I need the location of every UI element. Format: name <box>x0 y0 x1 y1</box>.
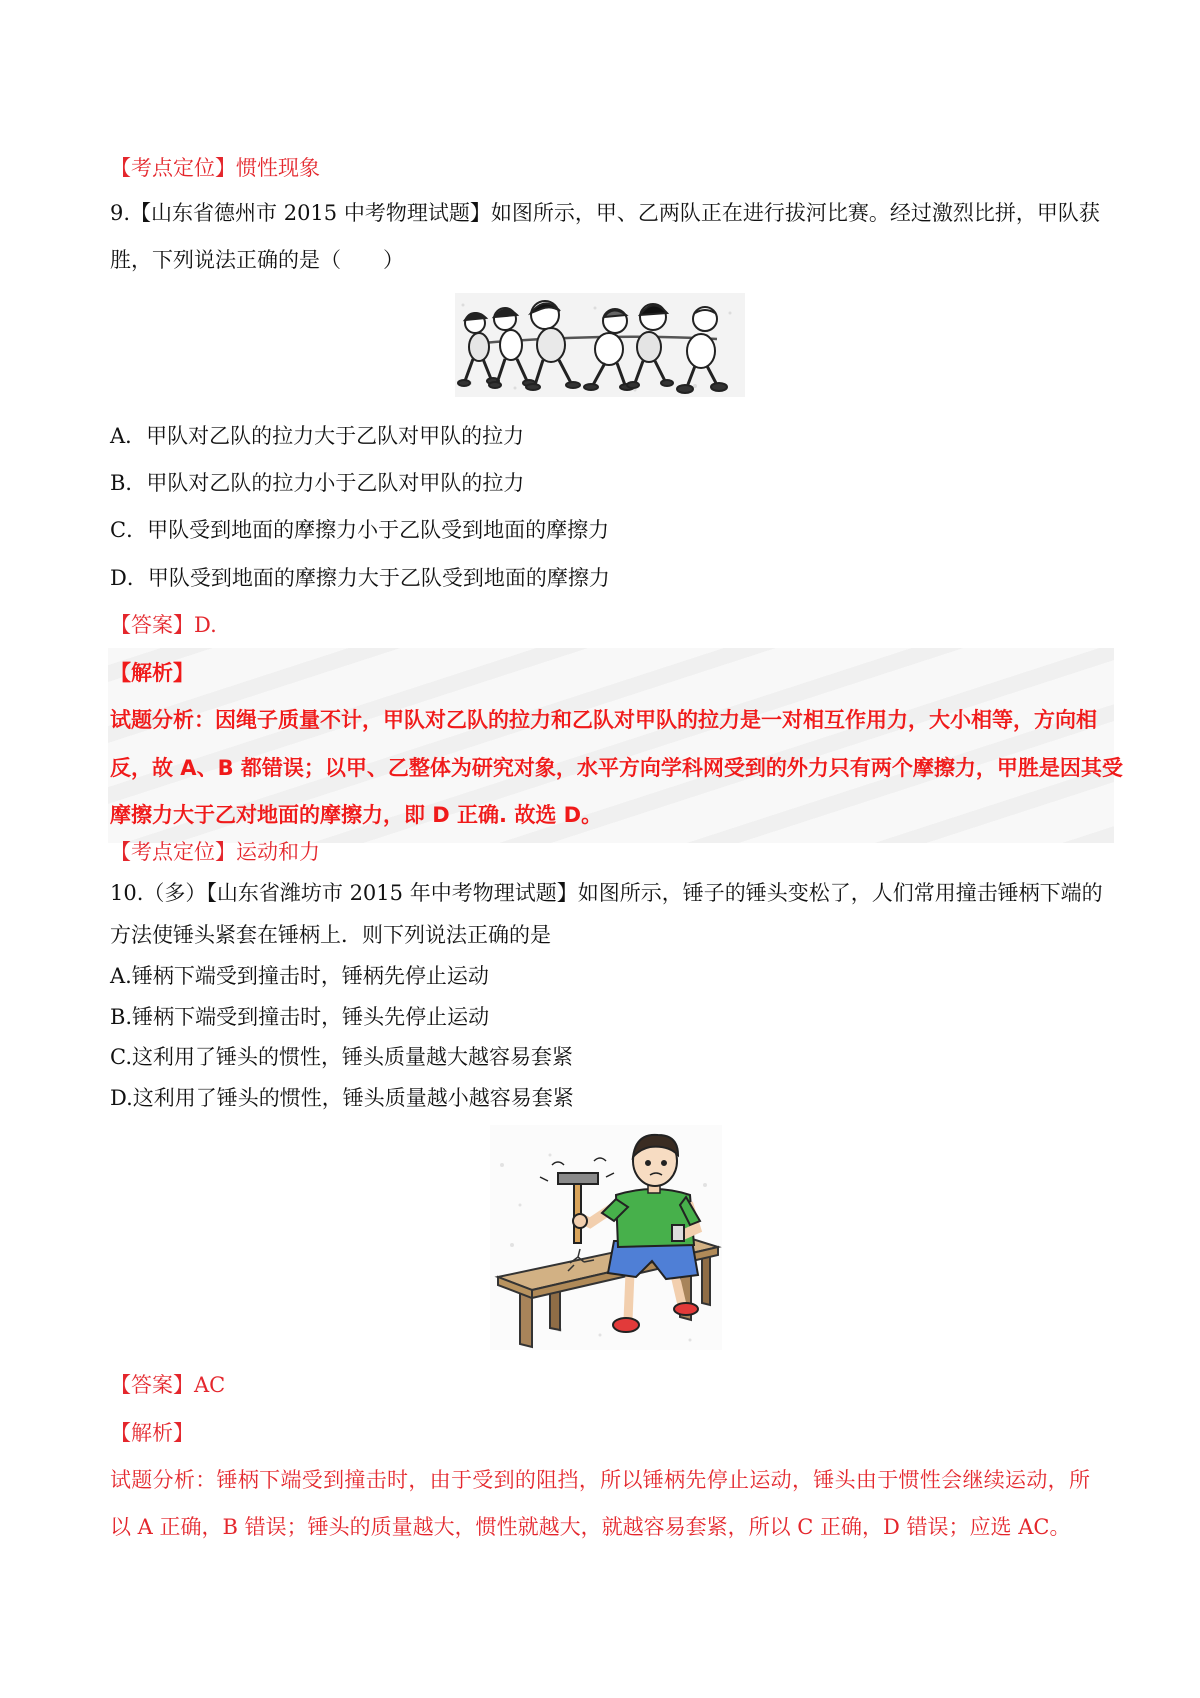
q9-option-d: D．甲队受到地面的摩擦力大于乙队受到地面的摩擦力 <box>110 566 610 590</box>
kaodian-q9: 【考点定位】运动和力 <box>110 840 320 864</box>
q10-answer: 【答案】AC <box>110 1373 226 1397</box>
q10-analysis-line-2: 以 A 正确，B 错误；锤头的质量越大，惯性就越大，就越容易套紧，所以 C 正确，D 错误；应选 AC。 <box>110 1515 1071 1539</box>
q10-stem-line-2: 方法使锤头紧套在锤柄上．则下列说法正确的是 <box>110 923 551 947</box>
q10-option-a: A.锤柄下端受到撞击时，锤柄先停止运动 <box>110 964 489 988</box>
hammer-man-illustration <box>490 1125 722 1350</box>
q9-analysis-line-3: 摩擦力大于乙对地面的摩擦力，即 D 正确. 故选 D。 <box>110 803 603 827</box>
hammer-head <box>558 1173 598 1184</box>
right-shoe <box>674 1303 698 1315</box>
q9-option-a: A．甲队对乙队的拉力大于乙队对甲队的拉力 <box>110 424 525 448</box>
left-shoe <box>613 1318 639 1332</box>
q9-stem-line-2: 胜，下列说法正确的是（ ） <box>110 248 404 272</box>
q10-stem-line-1: 10.（多）【山东省潍坊市 2015 年中考物理试题】如图所示，锤子的锤头变松了，人们常用撞击锤柄下端的 <box>110 881 1103 905</box>
q10-analysis-line-1: 试题分析：锤柄下端受到撞击时，由于受到的阻挡，所以锤柄先停止运动，锤头由于惯性会继续运动，所 <box>110 1468 1090 1492</box>
tug-of-war-illustration <box>455 293 745 397</box>
q10-analysis-label: 【解析】 <box>110 1421 194 1445</box>
q9-answer: 【答案】D. <box>110 613 217 637</box>
q9-option-c: C．甲队受到地面的摩擦力小于乙队受到地面的摩擦力 <box>110 518 610 542</box>
q9-analysis-line-1: 试题分析：因绳子质量不计，甲队对乙队的拉力和乙队对甲队的拉力是一对相互作用力，大小相等，方向相 <box>110 708 1097 732</box>
q10-option-d: D.这利用了锤头的惯性，锤头质量越小越容易套紧 <box>110 1086 574 1110</box>
q9-stem-line-1: 9.【山东省德州市 2015 中考物理试题】如图所示，甲、乙两队正在进行拔河比赛。经过激烈比拼，甲队获 <box>110 201 1100 225</box>
kaodian-q8: 【考点定位】惯性现象 <box>110 156 320 180</box>
q9-analysis-line-2: 反，故 A、B 都错误；以甲、乙整体为研究对象，水平方向学科网受到的外力只有两个摩擦力，甲胜是因其受 <box>110 756 1123 780</box>
q10-option-b: B.锤柄下端受到撞击时，锤头先停止运动 <box>110 1005 490 1029</box>
hammer-handle <box>574 1181 581 1243</box>
q9-analysis-label: 【解析】 <box>110 661 194 685</box>
q10-option-c: C.这利用了锤头的惯性，锤头质量越大越容易套紧 <box>110 1045 573 1069</box>
q9-option-b: B．甲队对乙队的拉力小于乙队对甲队的拉力 <box>110 471 525 495</box>
